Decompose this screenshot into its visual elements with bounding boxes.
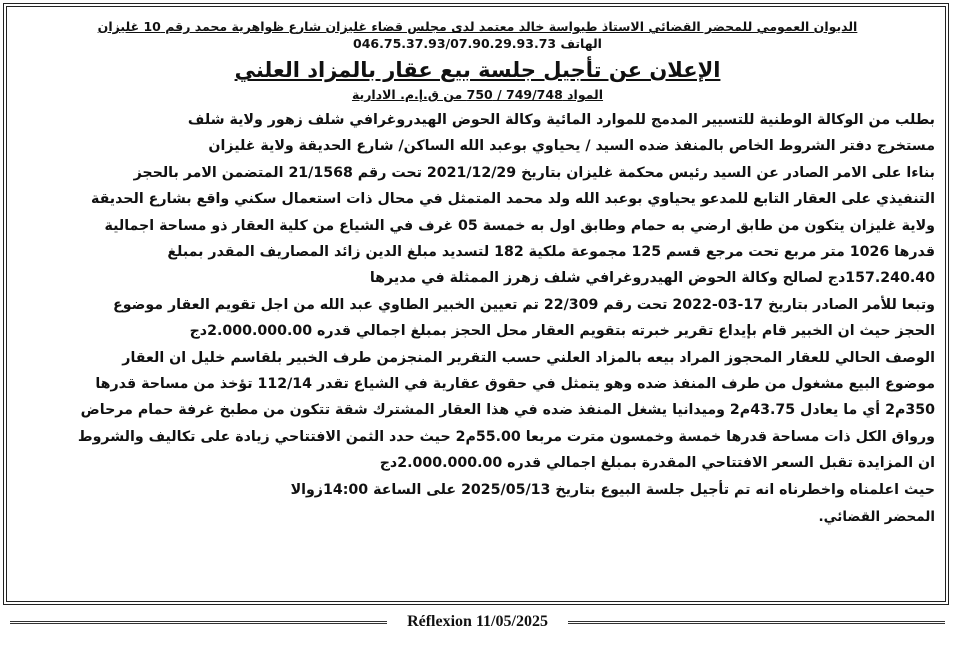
body-line: موضوع البيع مشغول من طرف المنفذ ضده وهو يتمثل في حقوق عقارية في الشياع تقدر 112/14 تؤخذ من مساحة قدرها — [95, 376, 935, 393]
footer — [10, 610, 945, 634]
body-line: 157.240.40دج لصالح وكالة الحوض الهيدروغرافي شلف زهرز الممثلة في مديرها — [369, 270, 935, 287]
notice-title: الإعلان عن تأجيل جلسة بيع عقار بالمزاد العلني — [234, 58, 721, 82]
body-line: التنفيذي على العقار التابع للمدعو يحياوي بوعبد الله ولد محمد المتمثل في محال ذات استعمال سكني واقع بشارع الحديقة — [90, 191, 935, 208]
bailiff-signature: المحضر القضائي. — [818, 509, 935, 526]
notice-content — [20, 18, 935, 539]
legal-articles: المواد 749/748 / 750 من ق.إ.م. الادارية — [351, 87, 604, 102]
body-line: ولاية غليزان يتكون من طابق ارضي به حمام وطابق اول به خمسة 05 غرف في الشياع من كلية العقار ذو مساحة اجمالية — [104, 217, 935, 234]
body-line: الوصف الحالي للعقار المحجوز المراد بيعه بالمزاد العلني حسب التقرير المنجزمن طرف الخبير بلقاسم خليل ان العقار — [122, 349, 935, 366]
body-line: حيث اعلمناه واخطرناه انه تم تأجيل جلسة البيوع بتاريخ 2025/05/13 على الساعة 14:00زوالا — [290, 481, 935, 498]
publication-stamp: Réflexion 11/05/2025 — [407, 613, 548, 630]
body-line: ورواق الكل ذات مساحة قدرها خمسة وخمسون مترت مربعا 55.00م2 حيث حدد الثمن الافتتاحي زيادة على تكاليف والشروط — [77, 428, 935, 445]
office-address: الديوان العمومي للمحضر القضائي الاستاذ طيواسة خالد معتمد لدى مجلس قضاء غليزان شارع ظواهرية محمد رقم 10 غليزان — [97, 19, 858, 34]
phone-numbers: الهاتف 046.75.37.93/07.90.29.93.73 — [353, 36, 602, 51]
body-line: بناءا على الامر الصادر عن السيد رئيس محكمة غليزان بتاريخ 2021/12/29 تحت رقم 21/1568 المتضمن الامر بالحجز — [133, 164, 935, 181]
body-line: مستخرج دفتر الشروط الخاص بالمنفذ ضده السيد / يحياوي بوعبد الله الساكن/ شارع الحديقة ولاية غليزان — [208, 138, 935, 155]
body-line: الحجز حيث ان الخبير قام بإيداع تقرير خبرته بتقويم العقار محل الحجز بمبلغ اجمالي قدره 2.000.000.00دج — [189, 323, 935, 340]
body-line: 350م2 أي ما يعادل 43.75م2 وميدانيا يشغل المنفذ ضده في هذا العقار المشترك شقة تتكون من مطبخ غرفة حمام مرحاض — [80, 402, 935, 419]
body-line: قدرها 1026 متر مربع تحت مرجع قسم 125 مجموعة ملكية 182 لتسديد مبلغ الدين زائد المصاريف المقدر بمبلغ — [167, 244, 935, 261]
body-line: بطلب من الوكالة الوطنية للتسيير المدمج للموارد المائية وكالة الحوض الهيدروغرافي شلف زهور ولاية شلف — [187, 112, 935, 128]
footer-rule-left — [10, 621, 387, 624]
footer-rule-right — [568, 621, 945, 624]
body-line: ان المزايدة تقبل السعر الافتتاحي المقدرة بمبلغ اجمالي قدره 2.000.000.00دج — [379, 455, 935, 472]
body-line: وتبعا للأمر الصادر بتاريخ 17-03-2022 تحت رقم 22/309 تم تعيين الخبير الطاوي عبد الله من اجل تقويم العقار موضوع — [113, 296, 935, 313]
